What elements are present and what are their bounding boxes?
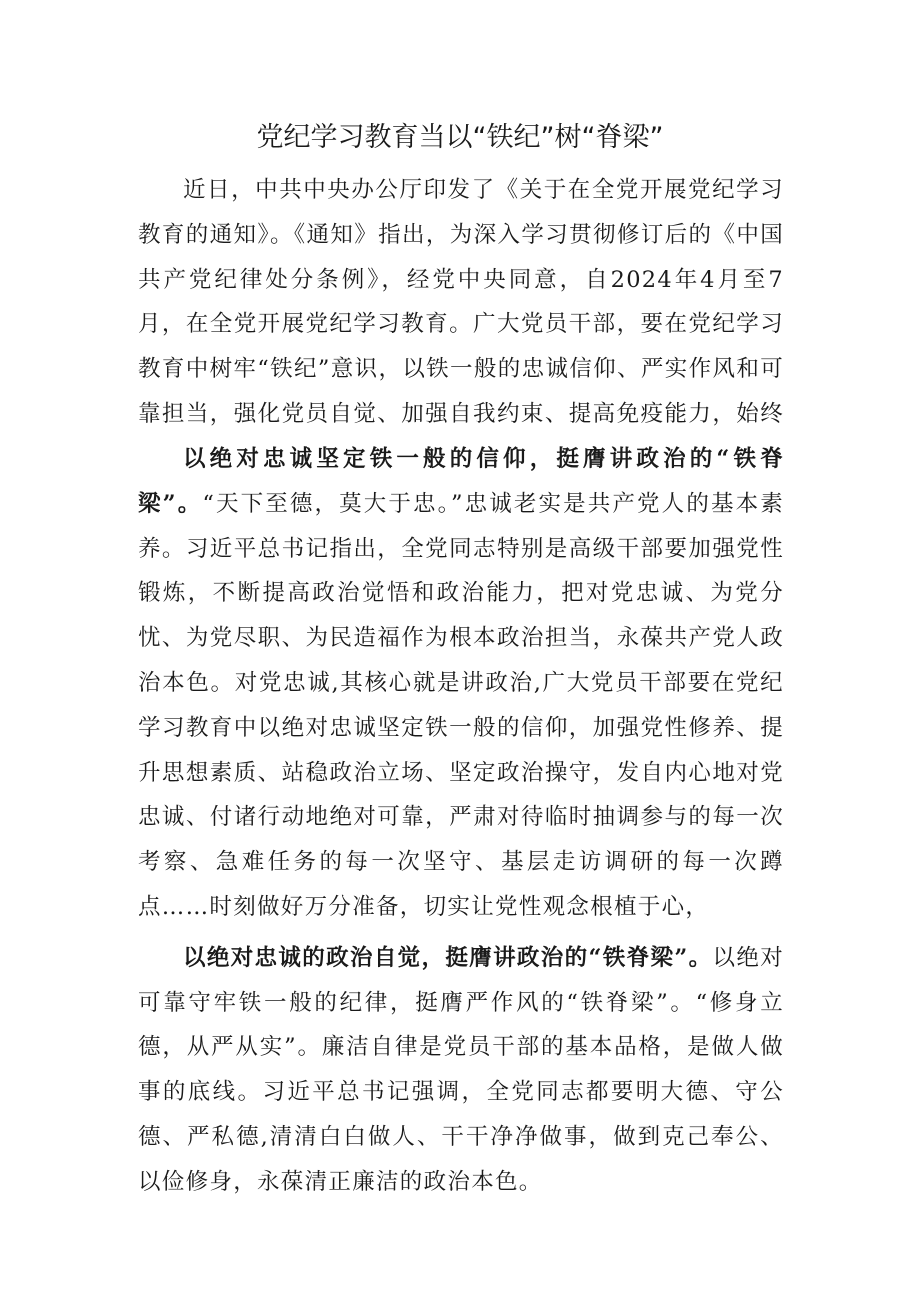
paragraph-discipline-heading: 以绝对忠诚的政治自觉，挺膺讲政治的“铁脊梁”。 [183, 944, 713, 971]
paragraph-discipline-text: 以绝对可靠守牢铁一般的纪律，挺膺严作风的“铁脊梁”。“修身立德，从严从实”。廉洁自律是党员干部的基本品格，是做人做事的底线。习近平总书记强调，全党同志都要明大德、守公德、严私德,清清白白做人、干干净净做事，做到克己奉公、以俭修身，永葆清正廉洁的政治本色。 [138, 944, 784, 1195]
document-body [138, 168, 784, 1205]
paragraph-intro [138, 168, 784, 437]
document-title: 党纪学习教育当以“铁纪”树“脊梁” [256, 122, 664, 153]
paragraph-loyalty-heading: 以绝对忠诚坚定铁一般的信仰，挺膺讲政治的“铁脊梁”。 [138, 446, 784, 517]
paragraph-loyalty [138, 437, 784, 930]
paragraph-intro-text: 近日，中共中央办公厅印发了《关于在全党开展党纪学习教育的通知》。《通知》指出，为深入学习贯彻修订后的《中国共产党纪律处分条例》，经党中央同意，自2024年4月至7月，在全党开展党纪学习教育。广大党员干部，要在党纪学习教育中树牢“铁纪”意识，以铁一般的忠诚信仰、严实作风和可靠担当，强化党员自觉、加强自我约束、提高免疫能力，始终 [138, 177, 784, 427]
paragraph-loyalty-text: “天下至德，莫大于忠。”忠诚老实是共产党人的基本素养。习近平总书记指出，全党同志特别是高级干部要加强党性锻炼，不断提高政治觉悟和政治能力，把对党忠诚、为党分忧、为党尽职、为民造福作为根本政治担当，永葆共产党人政治本色。对党忠诚,其核心就是讲政治,广大党员干部要在党纪学习教育中以绝对忠诚坚定铁一般的信仰，加强党性修养、提升思想素质、站稳政治立场、坚定政治操守，发自内心地对党忠诚、付诸行动地绝对可靠，严肃对待临时抽调参与的每一次考察、急难任务的每一次坚守、基层走访调研的每一次蹲点……时刻做好万分准备，切实让党性观念根植于心， [138, 490, 785, 920]
paragraph-discipline [138, 936, 784, 1205]
